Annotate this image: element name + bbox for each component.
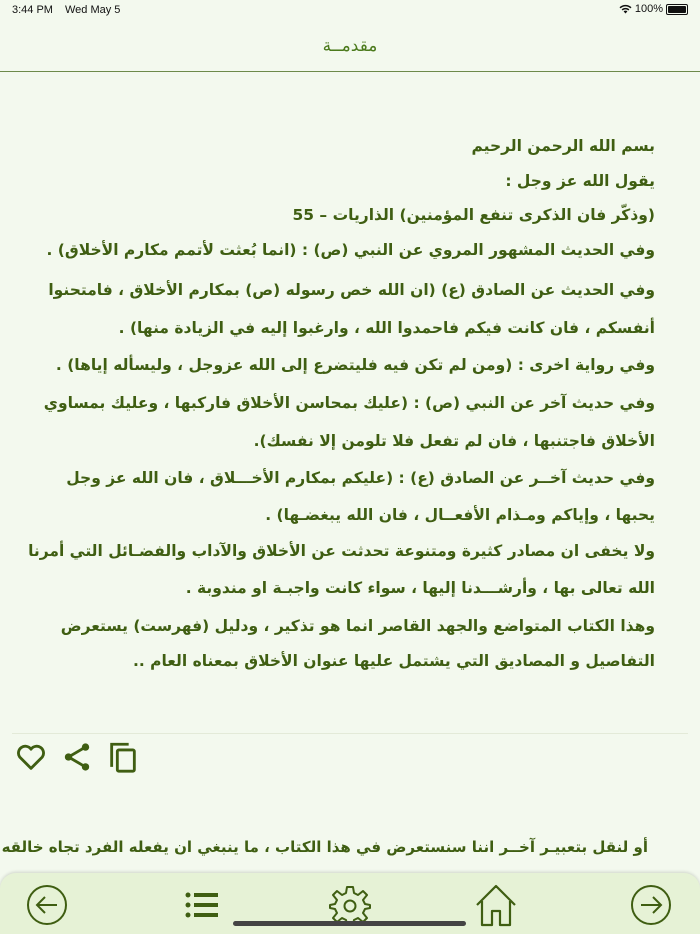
- text-line: يحبها ، وإياكم ومـذام الأفعــال ، فان الله يبغضـها) .: [265, 506, 655, 524]
- status-date: Wed May 5: [65, 4, 121, 16]
- text-line: وفي حديث آخــر عن الصادق (ع) : (عليكم بمكارم الأخـــلاق ، فان الله عز وجل: [66, 469, 655, 487]
- text-line: يقول الله عز وجل :: [505, 172, 655, 190]
- next-paragraph: أو لنقل بتعبيـر آخــر اننا سنستعرض في هذا الكتاب ، ما ينبغي ان يفعله الفرد تجاه خالقه: [1, 838, 648, 856]
- battery-icon: [666, 4, 688, 15]
- text-line: وهذا الكتاب المتواضع والجهد القاصر انما هو تذكير ، ودليل (فهرست) يستعرض: [60, 617, 655, 635]
- heart-icon[interactable]: [14, 740, 48, 774]
- copy-icon[interactable]: [106, 740, 140, 774]
- text-line: وفي حديث آخر عن النبي (ص) : (عليك بمحاسن الأخلاق فاركبها ، وعليك بمساوي: [43, 394, 655, 412]
- header-divider: [0, 71, 700, 72]
- previous-button[interactable]: [25, 883, 69, 927]
- home-icon: [474, 883, 518, 927]
- status-time: 3:44 PM: [12, 4, 53, 16]
- home-indicator: [233, 921, 466, 926]
- list-icon: [184, 890, 220, 920]
- status-right: [619, 3, 688, 15]
- page-title: مقدمــة: [322, 36, 378, 56]
- text-line: وفي الحديث المشهور المروي عن النبي (ص) : (انما بُعثت لأتمم مكارم الأخلاق) .: [46, 241, 655, 259]
- text-line: الله تعالى بها ، وأرشـــدنا إليها ، سواء كانت واجبـة او مندوبة .: [185, 579, 655, 597]
- home-button[interactable]: [474, 883, 518, 927]
- section-divider: [12, 733, 688, 734]
- arrow-right-circle-icon: [630, 884, 672, 926]
- action-bar: [14, 740, 140, 774]
- text-line: أنفسكم ، فان كانت فيكم فاحمدوا الله ، وارغبوا إليه في الزيادة منها) .: [118, 319, 655, 337]
- status-bar: [0, 0, 700, 20]
- text-line: وفي رواية اخرى : (ومن لم تكن فيه فليتضرع إلى الله عزوجل ، وليسأله إياها) .: [55, 356, 655, 374]
- text-line: الأخلاق فاجتنبها ، فان لم تفعل فلا تلومن إلا نفسك).: [253, 432, 655, 450]
- next-button[interactable]: [629, 883, 673, 927]
- text-line: (وذكّر فان الذكرى تنفع المؤمنين) الذاريات – 55: [292, 206, 655, 224]
- text-line: التفاصيل و المصاديق التي يشتمل عليها عنوان الأخلاق بمعناه العام ..: [132, 652, 655, 670]
- share-icon[interactable]: [60, 740, 94, 774]
- contents-list-button[interactable]: [180, 883, 224, 927]
- battery-percent: 100%: [634, 3, 663, 15]
- text-line: ولا يخفى ان مصادر كثيرة ومتنوعة تحدثت عن الأخلاق والآداب والفضـائل التي أمرنا: [28, 542, 655, 560]
- wifi-icon: [619, 4, 632, 14]
- text-line: بسم الله الرحمن الرحيم: [471, 137, 655, 155]
- arrow-left-circle-icon: [26, 884, 68, 926]
- text-line: وفي الحديث عن الصادق (ع) (ان الله خص رسوله (ص) بمكارم الأخلاق ، فامتحنوا: [48, 281, 655, 299]
